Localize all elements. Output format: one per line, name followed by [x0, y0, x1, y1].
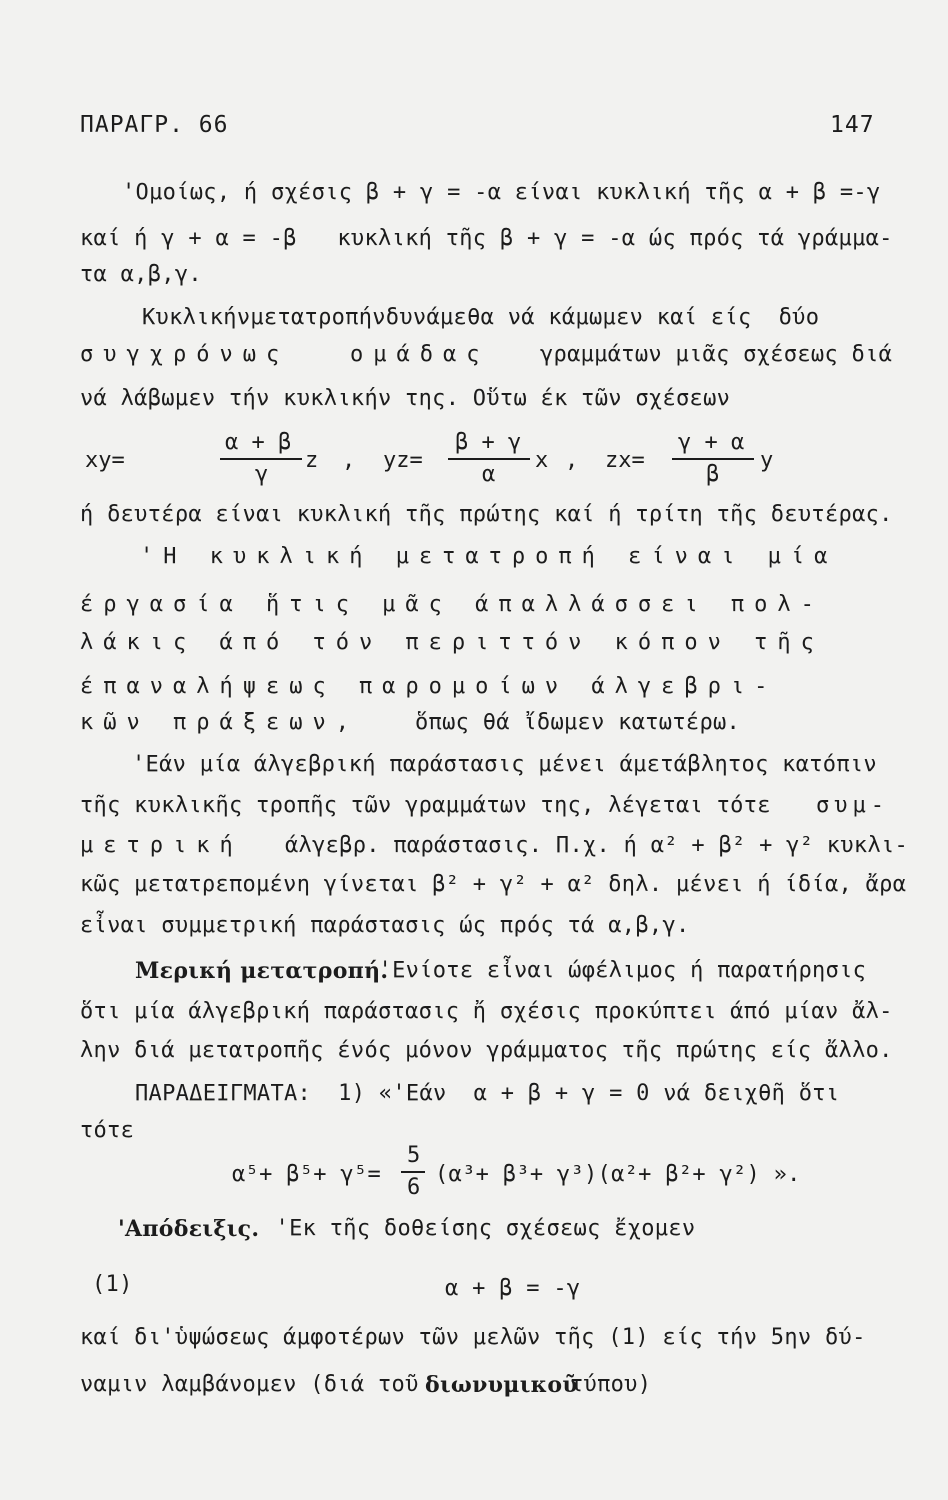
equation: α + β = -γ: [445, 1276, 581, 1301]
formula-lhs: xy=: [85, 448, 125, 473]
fraction-bar: [220, 458, 302, 460]
formula-denominator: 6: [407, 1175, 421, 1200]
text-line-spaced: συμ-: [816, 793, 889, 818]
formula-numerator: 5: [407, 1143, 421, 1168]
text-line: γραμμάτων μιᾶς σχέσεως διά: [540, 342, 893, 367]
text-line: 'Ενίοτε εἶναι ώφέλιμος ή παρατήρησις: [365, 958, 867, 983]
text-line: τύπου): [570, 1372, 652, 1397]
text-line-spaced: λάκις άπό τόν περιττόν κόπον τῆς: [80, 630, 824, 655]
formula-lhs: yz=: [383, 448, 423, 473]
text-line-spaced: συγχρόνως: [80, 342, 290, 367]
text-line: ὅπως θά ἴδωμεν κατωτέρω.: [415, 710, 741, 735]
text-line: καί δι'ὑψώσεως άμφοτέρων τῶν μελῶν τῆς (1) είς τήν 5ην δύ-: [80, 1325, 866, 1350]
equation-number: (1): [92, 1272, 133, 1297]
formula-separator: ,: [565, 448, 579, 473]
text-line: τότε: [80, 1118, 135, 1143]
formula-separator: ,: [342, 448, 356, 473]
fraction-bar: [401, 1171, 425, 1173]
formula-numerator: γ + α: [678, 430, 745, 455]
formula-denominator: β: [706, 462, 720, 487]
fraction-bar: [672, 458, 754, 460]
page-number: 147: [830, 112, 875, 138]
formula-text: (α³+ β³+ γ³)(α²+ β²+ γ²) ».: [435, 1162, 801, 1187]
proof-label: 'Απόδειξις.: [118, 1216, 260, 1242]
text-line-spaced: ομάδας: [350, 342, 490, 367]
text-line: λην διά μετατροπῆς ένός μόνον γράμματος τῆς πρώτης είς ἄλλο.: [80, 1038, 893, 1063]
text-line-spaced: έργασία ἥτις μᾶς άπαλλάσσει πολ-: [80, 592, 824, 617]
text-line: 'Εάν μία άλγεβρική παράστασις μένει άμετάβλητος κατόπιν: [132, 752, 877, 777]
formula-text: α⁵+ β⁵+ γ⁵=: [232, 1162, 381, 1187]
formula-variable: y: [760, 448, 774, 473]
formula-denominator: γ: [255, 462, 269, 487]
text-bold: διωνυμικοῦ: [425, 1372, 578, 1398]
examples-heading: ΠΑΡΑΔΕΙΓΜΑΤΑ: 1) «'Εάν α + β + γ = 0 νά δειχθῆ ὅτι: [135, 1081, 840, 1106]
formula-denominator: α: [482, 462, 496, 487]
text-line: Κυκλικήνμετατροπήνδυνάμεθα νά κάμωμεν καί είς δύο: [142, 305, 820, 330]
text-line: 'Εκ τῆς δοθείσης σχέσεως ἔχομεν: [262, 1216, 696, 1241]
text-line: τα α,β,γ.: [80, 262, 202, 287]
text-line: ναμιν λαμβάνομεν (διά τοῦ: [80, 1372, 419, 1397]
subsection-title: Μερική μετατροπή.: [135, 958, 389, 984]
section-header: ΠΑΡΑΓΡ. 66: [80, 112, 229, 138]
text-line-spaced: 'Η κυκλική μετατροπή είναι μία: [140, 544, 838, 569]
text-line: τῆς κυκλικῆς τροπῆς τῶν γραμμάτων της, λέγεται τότε: [80, 793, 771, 818]
formula-variable: x: [535, 448, 549, 473]
text-line: 'Ομοίως, ή σχέσις β + γ = -α είναι κυκλική τῆς α + β =-γ: [122, 180, 881, 205]
formula-lhs: zx=: [605, 448, 645, 473]
text-line: ὅτι μία άλγεβρική παράστασις ἤ σχέσις προκύπτει άπό μίαν ἄλ-: [80, 999, 893, 1024]
text-line: εἶναι συμμετρική παράστασις ώς πρός τά α,β,γ.: [80, 913, 690, 938]
text-line: ή δευτέρα είναι κυκλική τῆς πρώτης καί ή τρίτη τῆς δευτέρας.: [80, 502, 893, 527]
text-line-spaced: μετρική: [80, 833, 243, 858]
text-line: άλγεβρ. παράστασις. Π.χ. ή α² + β² + γ² κυκλι-: [285, 833, 909, 858]
text-line-spaced: κῶν πράξεων,: [80, 710, 359, 735]
formula-numerator: β + γ: [455, 430, 522, 455]
text-line: καί ή γ + α = -β κυκλική τῆς β + γ = -α ώς πρός τά γράμμα-: [80, 226, 893, 251]
text-line: νά λάβωμεν τήν κυκλικήν της. Οὕτω έκ τῶν σχέσεων: [80, 386, 731, 411]
text-line-spaced: έπαναλήψεως παρομοίων άλγεβρι-: [80, 674, 778, 699]
formula-variable: z: [305, 448, 319, 473]
fraction-bar: [448, 458, 530, 460]
text-line: κῶς μετατρεπομένη γίνεται β² + γ² + α² δηλ. μένει ή ίδία, ἄρα: [80, 872, 907, 897]
formula-numerator: α + β: [225, 430, 292, 455]
